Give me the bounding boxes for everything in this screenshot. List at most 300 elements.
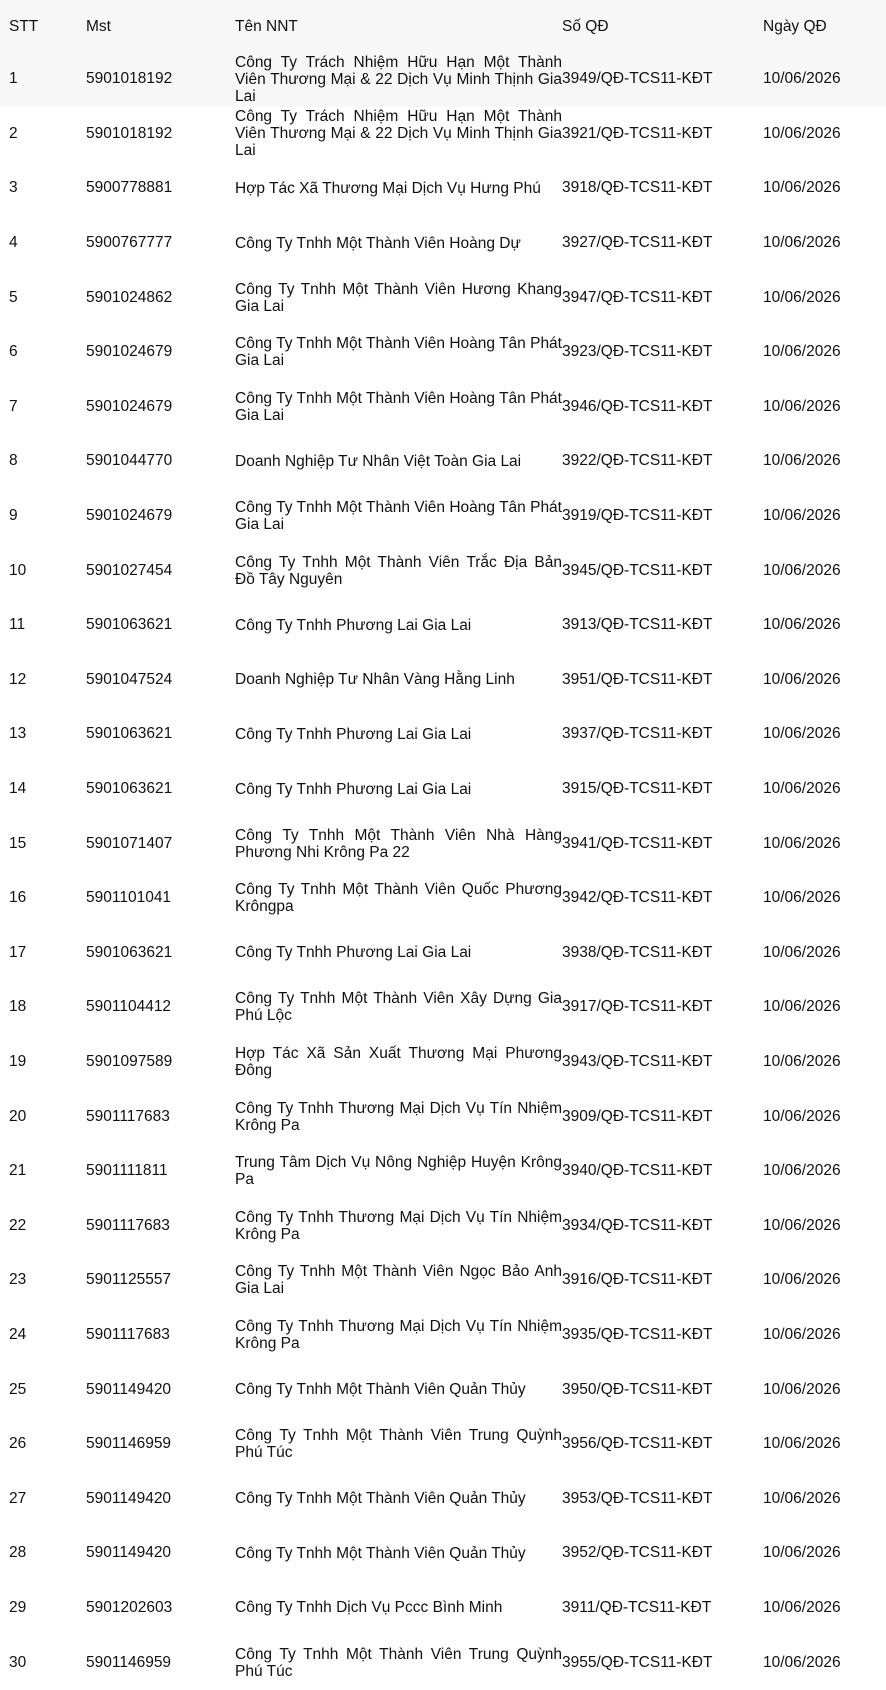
cell-so-qd [562,707,762,762]
cell-name [235,1253,562,1308]
cell-ngay-qd-text: 10/06/2026 [763,725,841,743]
cell-stt-text: 17 [9,943,27,961]
cell-ngay-qd [763,434,883,489]
cell-stt [9,980,79,1035]
cell-stt-text: 5 [9,288,18,306]
table-row [0,1035,886,1090]
cell-mst [86,1144,226,1199]
table-row [0,270,886,325]
cell-name-text: Công Ty Tnhh Một Thành Viên Nhà Hàng Phương Nhi Krông Pa 22 [235,826,562,861]
cell-so-qd-text: 3937/QĐ-TCS11-KĐT [562,725,713,743]
cell-so-qd-text: 3915/QĐ-TCS11-KĐT [562,780,713,798]
cell-so-qd-text: 3935/QĐ-TCS11-KĐT [562,1325,713,1343]
header-mst: Mst [86,18,111,35]
table-row [0,871,886,926]
cell-name-text: Doanh Nghiệp Tư Nhân Vàng Hằng Linh [235,671,515,689]
cell-mst-text: 5901111811 [86,1162,168,1180]
cell-ngay-qd-text: 10/06/2026 [763,507,841,525]
cell-mst [86,816,226,871]
cell-mst-text: 5901018192 [86,70,173,88]
cell-ngay-qd [763,107,883,162]
cell-stt [9,270,79,325]
cell-name [235,871,562,926]
cell-so-qd-text: 3922/QĐ-TCS11-KĐT [562,452,713,470]
cell-stt [9,598,79,653]
cell-so-qd-text: 3918/QĐ-TCS11-KĐT [562,179,713,197]
cell-stt [9,52,79,107]
cell-mst [86,980,226,1035]
cell-stt [9,1635,79,1690]
cell-mst-text: 5901117683 [86,1325,170,1343]
cell-stt-text: 20 [9,1107,27,1125]
cell-so-qd [562,598,762,653]
cell-name-text: Công Ty Tnhh Phương Lai Gia Lai [235,780,472,798]
cell-so-qd [562,1581,762,1636]
table-row [0,380,886,435]
cell-name-text: Công Ty Tnhh Một Thành Viên Trung Quỳnh Phú Túc [235,1427,562,1462]
cell-mst-text: 5900767777 [86,234,173,252]
cell-name [235,161,562,216]
cell-ngay-qd-text: 10/06/2026 [763,561,841,579]
cell-mst [86,653,226,708]
cell-stt [9,1526,79,1581]
cell-ngay-qd-text: 10/06/2026 [763,1653,841,1671]
cell-so-qd-text: 3938/QĐ-TCS11-KĐT [562,943,713,961]
cell-stt [9,543,79,598]
cell-so-qd-text: 3916/QĐ-TCS11-KĐT [562,1271,713,1289]
cell-mst [86,107,226,162]
cell-mst-text: 5901018192 [86,124,173,142]
cell-so-qd-text: 3943/QĐ-TCS11-KĐT [562,1052,713,1070]
cell-mst-text: 5901149420 [86,1380,172,1398]
cell-name-text: Công Ty Tnhh Phương Lai Gia Lai [235,944,472,962]
table-row [0,1526,886,1581]
cell-so-qd-text: 3945/QĐ-TCS11-KĐT [562,561,713,579]
cell-stt-text: 23 [9,1271,27,1289]
cell-so-qd [562,1471,762,1526]
table-row [0,1362,886,1417]
cell-ngay-qd [763,1308,883,1363]
table-header [0,0,886,52]
cell-name-text: Công Ty Tnhh Một Thành Viên Hoàng Tân Phát Gia Lai [235,335,562,370]
cell-name [235,325,562,380]
cell-so-qd-text: 3942/QĐ-TCS11-KĐT [562,889,713,907]
cell-ngay-qd [763,52,883,107]
cell-mst-text: 5901117683 [86,1216,170,1234]
cell-so-qd-text: 3911/QĐ-TCS11-KĐT [562,1598,712,1616]
cell-name-text: Công Ty Tnhh Phương Lai Gia Lai [235,616,472,634]
cell-ngay-qd-text: 10/06/2026 [763,1598,841,1616]
cell-stt-text: 1 [9,70,18,88]
cell-ngay-qd [763,543,883,598]
cell-ngay-qd-text: 10/06/2026 [763,1544,841,1562]
cell-stt-text: 15 [9,834,27,852]
cell-name-text: Công Ty Tnhh Dịch Vụ Pccc Bình Minh [235,1599,503,1617]
cell-mst-text: 5901202603 [86,1598,173,1616]
cell-so-qd [562,52,762,107]
cell-ngay-qd [763,270,883,325]
cell-so-qd [562,871,762,926]
cell-ngay-qd-text: 10/06/2026 [763,452,841,470]
cell-stt-text: 9 [9,507,18,525]
cell-mst [86,216,226,271]
table-row [0,52,886,107]
cell-ngay-qd-text: 10/06/2026 [763,288,841,306]
cell-mst [86,52,226,107]
cell-so-qd-text: 3946/QĐ-TCS11-KĐT [562,397,713,415]
cell-stt [9,216,79,271]
cell-ngay-qd [763,1144,883,1199]
cell-mst [86,1635,226,1690]
cell-ngay-qd-text: 10/06/2026 [763,780,841,798]
cell-stt [9,762,79,817]
cell-name [235,1417,562,1472]
cell-ngay-qd [763,980,883,1035]
cell-stt [9,816,79,871]
table-row [0,434,886,489]
cell-stt-text: 7 [9,397,18,415]
cell-stt-text: 6 [9,343,18,361]
cell-name [235,216,562,271]
cell-mst [86,489,226,544]
cell-mst [86,1417,226,1472]
cell-name-text: Công Ty Tnhh Một Thành Viên Hoàng Tân Phát Gia Lai [235,389,562,424]
cell-so-qd-text: 3949/QĐ-TCS11-KĐT [562,70,713,88]
cell-stt-text: 10 [9,561,27,579]
cell-name [235,926,562,981]
cell-mst [86,1035,226,1090]
cell-mst [86,871,226,926]
cell-stt-text: 12 [9,670,27,688]
cell-name [235,1362,562,1417]
cell-ngay-qd-text: 10/06/2026 [763,616,841,634]
cell-ngay-qd [763,216,883,271]
cell-mst-text: 5901024862 [86,288,173,306]
cell-stt-text: 24 [9,1325,27,1343]
cell-ngay-qd [763,871,883,926]
cell-mst [86,598,226,653]
table-row [0,1089,886,1144]
table-row [0,107,886,162]
cell-name-text: Công Ty Tnhh Thương Mại Dịch Vụ Tín Nhiệm Krông Pa [235,1317,562,1352]
cell-name-text: Trung Tâm Dịch Vụ Nông Nghiệp Huyện Krông Pa [235,1154,562,1189]
cell-so-qd-text: 3952/QĐ-TCS11-KĐT [562,1544,713,1562]
cell-mst-text: 5901146959 [86,1435,172,1453]
cell-mst-text: 5901104412 [86,998,172,1016]
header-ngay-qd: Ngày QĐ [763,18,827,35]
cell-stt [9,489,79,544]
cell-mst [86,161,226,216]
table-row [0,1198,886,1253]
cell-mst-text: 5901117683 [86,1107,170,1125]
cell-stt-text: 29 [9,1598,27,1616]
cell-ngay-qd [763,1581,883,1636]
table-row [0,1308,886,1363]
cell-ngay-qd-text: 10/06/2026 [763,1107,841,1125]
cell-ngay-qd-text: 10/06/2026 [763,179,841,197]
cell-stt [9,1198,79,1253]
cell-name-text: Công Ty Tnhh Một Thành Viên Hương Khang Gia Lai [235,280,562,315]
cell-name [235,1035,562,1090]
cell-name [235,107,562,162]
table-row [0,1144,886,1199]
cell-stt-text: 18 [9,998,27,1016]
cell-name-text: Công Ty Tnhh Thương Mại Dịch Vụ Tín Nhiệm Krông Pa [235,1099,562,1134]
table-row [0,926,886,981]
table-row [0,980,886,1035]
cell-name [235,380,562,435]
table-body [0,52,886,1690]
cell-so-qd-text: 3919/QĐ-TCS11-KĐT [562,507,713,525]
cell-name-text: Công Ty Tnhh Một Thành Viên Quốc Phương Krôngpa [235,881,562,916]
cell-name [235,1308,562,1363]
cell-mst-text: 5901027454 [86,561,173,579]
cell-so-qd [562,434,762,489]
cell-ngay-qd [763,1362,883,1417]
cell-mst [86,1526,226,1581]
cell-ngay-qd [763,762,883,817]
table-row [0,707,886,762]
cell-so-qd-text: 3940/QĐ-TCS11-KĐT [562,1162,713,1180]
cell-ngay-qd-text: 10/06/2026 [763,1052,841,1070]
table-row [0,816,886,871]
cell-name [235,653,562,708]
cell-mst-text: 5901146959 [86,1653,172,1671]
cell-so-qd [562,1526,762,1581]
table-row [0,543,886,598]
cell-so-qd [562,816,762,871]
cell-name [235,1198,562,1253]
cell-ngay-qd [763,161,883,216]
cell-so-qd [562,762,762,817]
cell-stt-text: 28 [9,1544,27,1562]
cell-mst [86,1089,226,1144]
cell-ngay-qd [763,380,883,435]
cell-stt-text: 19 [9,1052,27,1070]
table-row [0,1581,886,1636]
table-row [0,762,886,817]
cell-so-qd [562,1635,762,1690]
table-row [0,216,886,271]
cell-stt [9,1144,79,1199]
cell-stt [9,1035,79,1090]
cell-so-qd-text: 3923/QĐ-TCS11-KĐT [562,343,713,361]
cell-stt [9,1362,79,1417]
cell-stt [9,161,79,216]
cell-name-text: Công Ty Tnhh Thương Mại Dịch Vụ Tín Nhiệm Krông Pa [235,1208,562,1243]
cell-so-qd [562,1198,762,1253]
cell-stt [9,926,79,981]
cell-so-qd-text: 3953/QĐ-TCS11-KĐT [562,1489,713,1507]
cell-ngay-qd-text: 10/06/2026 [763,1216,841,1234]
cell-so-qd [562,1253,762,1308]
cell-ngay-qd [763,707,883,762]
cell-stt [9,871,79,926]
cell-stt [9,653,79,708]
cell-so-qd-text: 3921/QĐ-TCS11-KĐT [562,124,713,142]
cell-name [235,762,562,817]
cell-so-qd [562,980,762,1035]
cell-ngay-qd-text: 10/06/2026 [763,70,841,88]
cell-stt [9,434,79,489]
cell-stt-text: 30 [9,1653,27,1671]
cell-so-qd-text: 3917/QĐ-TCS11-KĐT [562,998,713,1016]
cell-ngay-qd-text: 10/06/2026 [763,1162,841,1180]
cell-so-qd-text: 3950/QĐ-TCS11-KĐT [562,1380,713,1398]
cell-so-qd [562,926,762,981]
cell-stt-text: 13 [9,725,27,743]
table-row [0,1253,886,1308]
cell-mst [86,1308,226,1363]
cell-so-qd-text: 3927/QĐ-TCS11-KĐT [562,234,713,252]
cell-ngay-qd-text: 10/06/2026 [763,1325,841,1343]
cell-name [235,434,562,489]
cell-so-qd-text: 3956/QĐ-TCS11-KĐT [562,1435,713,1453]
cell-stt-text: 25 [9,1380,27,1398]
cell-mst-text: 5901044770 [86,452,173,470]
cell-so-qd [562,543,762,598]
cell-mst [86,926,226,981]
cell-name [235,1581,562,1636]
cell-so-qd [562,325,762,380]
table-row [0,598,886,653]
cell-mst-text: 5901101041 [86,889,172,907]
cell-mst-text: 5901149420 [86,1489,172,1507]
cell-ngay-qd [763,1635,883,1690]
cell-ngay-qd [763,325,883,380]
cell-ngay-qd-text: 10/06/2026 [763,834,841,852]
cell-so-qd [562,1417,762,1472]
cell-so-qd [562,380,762,435]
cell-name-text: Công Ty Tnhh Một Thành Viên Quản Thủy [235,1490,526,1508]
cell-mst [86,1198,226,1253]
cell-name-text: Công Ty Tnhh Một Thành Viên Xây Dựng Gia Phú Lộc [235,990,562,1025]
cell-so-qd-text: 3941/QĐ-TCS11-KĐT [562,834,713,852]
cell-name [235,1144,562,1199]
cell-name-text: Công Ty Tnhh Một Thành Viên Trung Quỳnh Phú Túc [235,1645,562,1680]
cell-mst [86,762,226,817]
cell-mst [86,270,226,325]
header-name: Tên NNT [235,18,298,35]
cell-stt [9,707,79,762]
table-row [0,489,886,544]
cell-ngay-qd-text: 10/06/2026 [763,943,841,961]
cell-ngay-qd [763,1198,883,1253]
cell-ngay-qd-text: 10/06/2026 [763,998,841,1016]
cell-stt [9,325,79,380]
cell-so-qd-text: 3909/QĐ-TCS11-KĐT [562,1107,713,1125]
cell-ngay-qd [763,653,883,708]
cell-mst-text: 5901125557 [86,1271,172,1289]
cell-name-text: Công Ty Trách Nhiệm Hữu Hạn Một Thành Viên Thương Mại & 22 Dịch Vụ Minh Thịnh Gia Lai [235,108,562,160]
table-row [0,1635,886,1690]
cell-name-text: Hợp Tác Xã Sản Xuất Thương Mại Phương Đông [235,1044,562,1079]
cell-so-qd-text: 3934/QĐ-TCS11-KĐT [562,1216,713,1234]
cell-stt-text: 26 [9,1435,27,1453]
cell-mst-text: 5901063621 [86,943,173,961]
table-row [0,325,886,380]
cell-so-qd [562,1035,762,1090]
cell-stt-text: 4 [9,234,18,252]
cell-ngay-qd-text: 10/06/2026 [763,1435,841,1453]
cell-mst [86,1581,226,1636]
cell-stt [9,107,79,162]
table-row [0,161,886,216]
cell-name-text: Hợp Tác Xã Thương Mại Dịch Vụ Hưng Phú [235,179,541,197]
table-row [0,653,886,708]
cell-ngay-qd-text: 10/06/2026 [763,124,841,142]
cell-ngay-qd [763,598,883,653]
cell-mst-text: 5901097589 [86,1052,173,1070]
cell-name-text: Công Ty Trách Nhiệm Hữu Hạn Một Thành Viên Thương Mại & 22 Dịch Vụ Minh Thịnh Gia Lai [235,53,562,105]
cell-stt-text: 27 [9,1489,27,1507]
cell-mst [86,325,226,380]
cell-mst-text: 5901149420 [86,1544,172,1562]
cell-name-text: Công Ty Tnhh Một Thành Viên Quản Thủy [235,1381,526,1399]
cell-stt-text: 11 [9,616,26,634]
cell-ngay-qd-text: 10/06/2026 [763,234,841,252]
cell-name-text: Công Ty Tnhh Một Thành Viên Quản Thủy [235,1544,526,1562]
cell-name [235,52,562,107]
cell-stt-text: 2 [9,124,18,142]
cell-stt [9,1581,79,1636]
cell-mst [86,434,226,489]
cell-name [235,1471,562,1526]
cell-name-text: Công Ty Tnhh Một Thành Viên Hoàng Tân Phát Gia Lai [235,499,562,534]
cell-so-qd [562,1144,762,1199]
cell-ngay-qd [763,1417,883,1472]
cell-mst [86,380,226,435]
cell-mst-text: 5901063621 [86,616,173,634]
cell-ngay-qd-text: 10/06/2026 [763,1271,841,1289]
cell-stt-text: 21 [9,1162,27,1180]
cell-name [235,1526,562,1581]
cell-name [235,980,562,1035]
cell-mst [86,543,226,598]
cell-ngay-qd [763,816,883,871]
cell-mst-text: 5901024679 [86,343,173,361]
cell-ngay-qd [763,1526,883,1581]
cell-mst [86,707,226,762]
cell-stt [9,1253,79,1308]
cell-so-qd [562,216,762,271]
cell-name [235,1635,562,1690]
cell-name [235,489,562,544]
cell-ngay-qd [763,1089,883,1144]
cell-stt-text: 14 [9,780,27,798]
cell-so-qd [562,270,762,325]
cell-mst-text: 5901047524 [86,670,173,688]
cell-so-qd [562,1089,762,1144]
cell-name [235,707,562,762]
cell-name-text: Công Ty Tnhh Một Thành Viên Trắc Địa Bản Đồ Tây Nguyên [235,553,562,588]
cell-mst [86,1253,226,1308]
cell-mst-text: 5901071407 [86,834,173,852]
cell-stt [9,1417,79,1472]
cell-stt-text: 22 [9,1216,27,1234]
header-stt: STT [9,18,39,35]
cell-name-text: Công Ty Tnhh Một Thành Viên Hoàng Dự [235,234,521,252]
cell-ngay-qd-text: 10/06/2026 [763,397,841,415]
cell-name [235,816,562,871]
cell-name [235,1089,562,1144]
cell-ngay-qd-text: 10/06/2026 [763,889,841,907]
cell-stt-text: 8 [9,452,18,470]
cell-stt [9,1308,79,1363]
cell-ngay-qd-text: 10/06/2026 [763,1489,841,1507]
cell-mst-text: 5900778881 [86,179,173,197]
cell-stt [9,1089,79,1144]
